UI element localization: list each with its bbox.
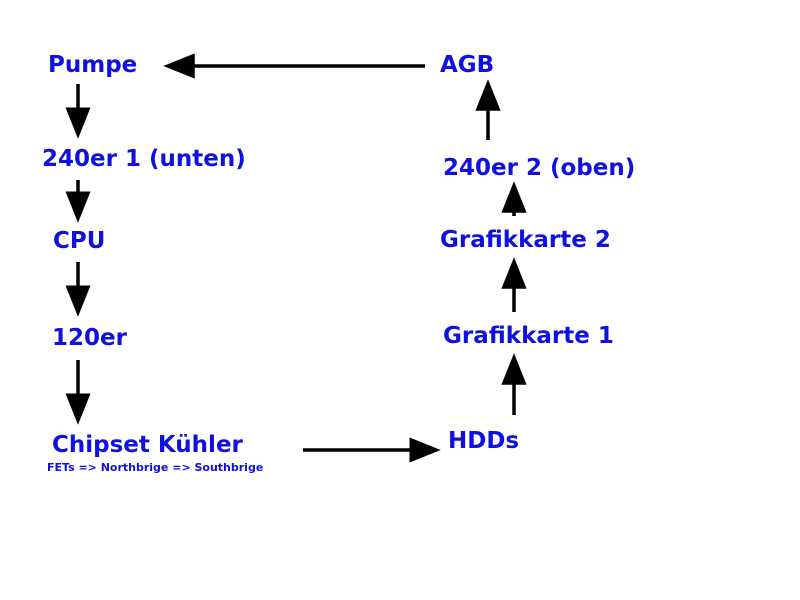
node-agb: AGB bbox=[440, 52, 495, 78]
node-grafikkarte-2: Grafikkarte 2 bbox=[440, 227, 611, 253]
node-hdds: HDDs bbox=[448, 428, 520, 454]
node-120er: 120er bbox=[52, 325, 127, 351]
node-240er-1-unten: 240er 1 (unten) bbox=[42, 146, 246, 172]
chipset-note: FETs => Northbrige => Southbrige bbox=[47, 461, 264, 474]
node-grafikkarte-1: Grafikkarte 1 bbox=[443, 323, 614, 349]
node-cpu: CPU bbox=[53, 228, 106, 254]
node-chipset-kuehler: Chipset Kühler bbox=[52, 432, 243, 458]
node-240er-2-oben: 240er 2 (oben) bbox=[443, 155, 636, 181]
node-pumpe: Pumpe bbox=[48, 52, 138, 78]
